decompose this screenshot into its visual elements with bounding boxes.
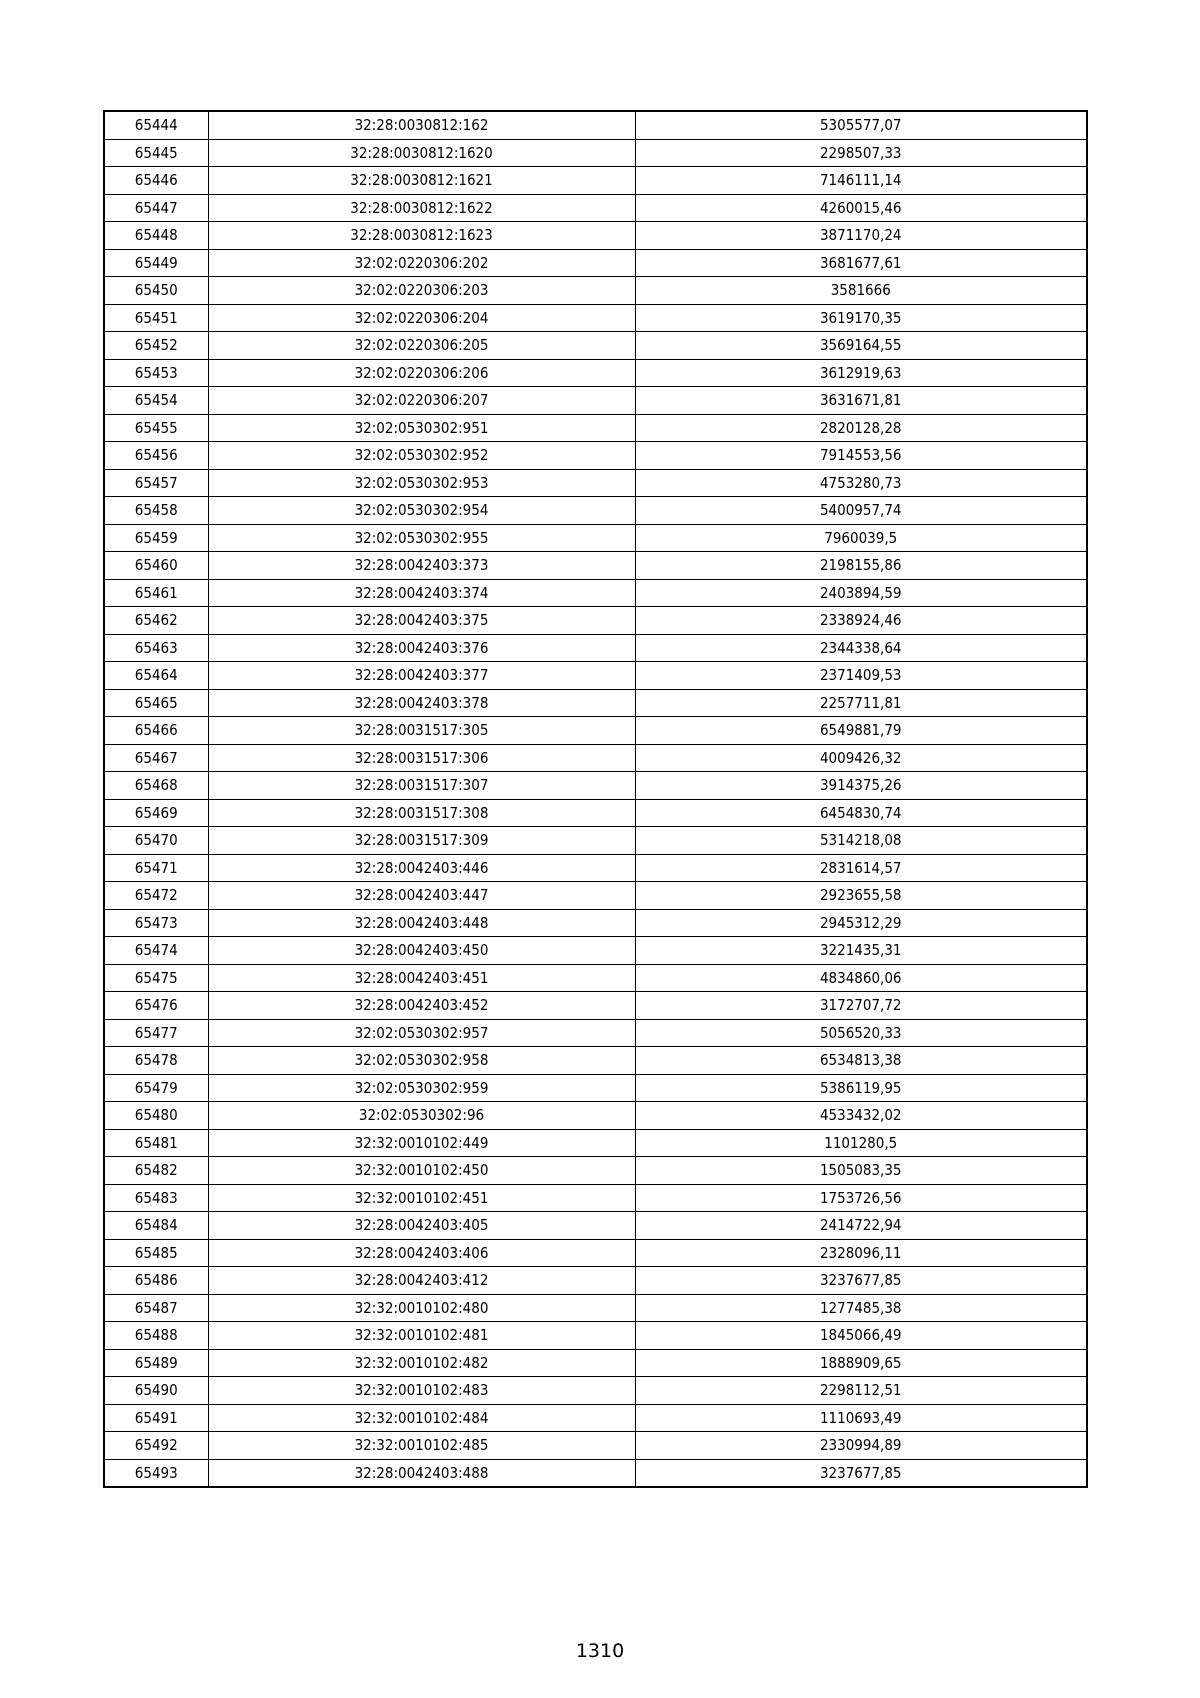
cadastral-value-cell: 2371409,53 bbox=[635, 662, 1087, 690]
row-number-cell: 65456 bbox=[104, 442, 208, 470]
cadastral-value-cell: 3612919,63 bbox=[635, 359, 1087, 387]
table-row bbox=[104, 992, 1087, 1020]
row-number-cell: 65489 bbox=[104, 1349, 208, 1377]
cadastral-number-cell: 32:28:0042403:412 bbox=[208, 1267, 635, 1295]
table-row bbox=[104, 552, 1087, 580]
cadastral-value-cell: 6534813,38 bbox=[635, 1047, 1087, 1075]
row-number-cell: 65449 bbox=[104, 249, 208, 277]
row-number-cell: 65446 bbox=[104, 167, 208, 195]
cadastral-value-cell: 2403894,59 bbox=[635, 579, 1087, 607]
cadastral-value-cell: 7960039,5 bbox=[635, 524, 1087, 552]
cadastral-value-cell: 3237677,85 bbox=[635, 1267, 1087, 1295]
cadastral-number-cell: 32:02:0530302:958 bbox=[208, 1047, 635, 1075]
cadastral-value-cell: 1888909,65 bbox=[635, 1349, 1087, 1377]
cadastral-number-cell: 32:02:0220306:202 bbox=[208, 249, 635, 277]
row-number-cell: 65486 bbox=[104, 1267, 208, 1295]
table-row bbox=[104, 111, 1087, 139]
cadastral-number-cell: 32:28:0031517:305 bbox=[208, 717, 635, 745]
cadastral-value-cell: 2945312,29 bbox=[635, 909, 1087, 937]
row-number-cell: 65482 bbox=[104, 1157, 208, 1185]
cadastral-value-cell: 2298507,33 bbox=[635, 139, 1087, 167]
cadastral-number-cell: 32:28:0031517:308 bbox=[208, 799, 635, 827]
row-number-cell: 65479 bbox=[104, 1074, 208, 1102]
row-number-cell: 65470 bbox=[104, 827, 208, 855]
cadastral-number-cell: 32:28:0042403:375 bbox=[208, 607, 635, 635]
cadastral-value-cell: 2298112,51 bbox=[635, 1377, 1087, 1405]
row-number-cell: 65466 bbox=[104, 717, 208, 745]
cadastral-number-cell: 32:28:0030812:1623 bbox=[208, 222, 635, 250]
cadastral-number-cell: 32:02:0530302:96 bbox=[208, 1102, 635, 1130]
row-number-cell: 65476 bbox=[104, 992, 208, 1020]
row-number-cell: 65485 bbox=[104, 1239, 208, 1267]
row-number-cell: 65484 bbox=[104, 1212, 208, 1240]
row-number-cell: 65458 bbox=[104, 497, 208, 525]
cadastral-number-cell: 32:02:0220306:203 bbox=[208, 277, 635, 305]
table-row bbox=[104, 139, 1087, 167]
cadastral-value-cell: 5386119,95 bbox=[635, 1074, 1087, 1102]
cadastral-number-cell: 32:32:0010102:451 bbox=[208, 1184, 635, 1212]
table-row bbox=[104, 1047, 1087, 1075]
table-row bbox=[104, 1459, 1087, 1487]
cadastral-number-cell: 32:02:0530302:953 bbox=[208, 469, 635, 497]
row-number-cell: 65478 bbox=[104, 1047, 208, 1075]
cadastral-value-cell: 6454830,74 bbox=[635, 799, 1087, 827]
cadastral-number-cell: 32:02:0530302:959 bbox=[208, 1074, 635, 1102]
row-number-cell: 65490 bbox=[104, 1377, 208, 1405]
cadastral-value-cell: 2414722,94 bbox=[635, 1212, 1087, 1240]
cadastral-number-cell: 32:28:0042403:406 bbox=[208, 1239, 635, 1267]
table-row bbox=[104, 882, 1087, 910]
table-row bbox=[104, 662, 1087, 690]
cadastral-value-cell: 5056520,33 bbox=[635, 1019, 1087, 1047]
row-number-cell: 65480 bbox=[104, 1102, 208, 1130]
row-number-cell: 65465 bbox=[104, 689, 208, 717]
table-row bbox=[104, 1432, 1087, 1460]
cadastral-value-cell: 5400957,74 bbox=[635, 497, 1087, 525]
cadastral-value-cell: 3221435,31 bbox=[635, 937, 1087, 965]
cadastral-value-cell: 4260015,46 bbox=[635, 194, 1087, 222]
cadastral-number-cell: 32:28:0042403:446 bbox=[208, 854, 635, 882]
table-row bbox=[104, 937, 1087, 965]
table-row bbox=[104, 1102, 1087, 1130]
table-row bbox=[104, 332, 1087, 360]
row-number-cell: 65474 bbox=[104, 937, 208, 965]
cadastral-number-cell: 32:02:0220306:205 bbox=[208, 332, 635, 360]
cadastral-value-cell: 2344338,64 bbox=[635, 634, 1087, 662]
cadastral-value-cell: 1845066,49 bbox=[635, 1322, 1087, 1350]
table-row bbox=[104, 1074, 1087, 1102]
table-row bbox=[104, 1019, 1087, 1047]
cadastral-value-cell: 4009426,32 bbox=[635, 744, 1087, 772]
table-row bbox=[104, 827, 1087, 855]
cadastral-number-cell: 32:28:0030812:1620 bbox=[208, 139, 635, 167]
cadastral-value-cell: 5314218,08 bbox=[635, 827, 1087, 855]
table-row bbox=[104, 634, 1087, 662]
cadastral-number-cell: 32:32:0010102:450 bbox=[208, 1157, 635, 1185]
row-number-cell: 65487 bbox=[104, 1294, 208, 1322]
cadastral-number-cell: 32:02:0220306:207 bbox=[208, 387, 635, 415]
cadastral-number-cell: 32:28:0042403:376 bbox=[208, 634, 635, 662]
row-number-cell: 65452 bbox=[104, 332, 208, 360]
cadastral-value-cell: 2328096,11 bbox=[635, 1239, 1087, 1267]
cadastral-value-cell: 2198155,86 bbox=[635, 552, 1087, 580]
cadastral-value-cell: 3619170,35 bbox=[635, 304, 1087, 332]
cadastral-number-cell: 32:28:0031517:307 bbox=[208, 772, 635, 800]
cadastral-value-cell: 4834860,06 bbox=[635, 964, 1087, 992]
table-row bbox=[104, 964, 1087, 992]
row-number-cell: 65463 bbox=[104, 634, 208, 662]
cadastral-number-cell: 32:02:0530302:951 bbox=[208, 414, 635, 442]
table-row bbox=[104, 1157, 1087, 1185]
page-number: 1310 bbox=[575, 1640, 625, 1662]
row-number-cell: 65455 bbox=[104, 414, 208, 442]
row-number-cell: 65444 bbox=[104, 111, 208, 139]
table-row bbox=[104, 1184, 1087, 1212]
cadastral-value-cell: 7146111,14 bbox=[635, 167, 1087, 195]
cadastral-value-cell: 3581666 bbox=[635, 277, 1087, 305]
table-row bbox=[104, 909, 1087, 937]
row-number-cell: 65491 bbox=[104, 1404, 208, 1432]
row-number-cell: 65473 bbox=[104, 909, 208, 937]
table-row bbox=[104, 194, 1087, 222]
table-row bbox=[104, 1377, 1087, 1405]
table-row bbox=[104, 277, 1087, 305]
row-number-cell: 65462 bbox=[104, 607, 208, 635]
cadastral-number-cell: 32:28:0031517:306 bbox=[208, 744, 635, 772]
table-row bbox=[104, 772, 1087, 800]
cadastral-number-cell: 32:28:0030812:1621 bbox=[208, 167, 635, 195]
cadastral-value-cell: 1101280,5 bbox=[635, 1129, 1087, 1157]
cadastral-value-cell: 5305577,07 bbox=[635, 111, 1087, 139]
cadastral-number-cell: 32:28:0042403:448 bbox=[208, 909, 635, 937]
table-row bbox=[104, 469, 1087, 497]
table-row bbox=[104, 524, 1087, 552]
cadastral-value-cell: 3172707,72 bbox=[635, 992, 1087, 1020]
table-row bbox=[104, 854, 1087, 882]
cadastral-number-cell: 32:32:0010102:485 bbox=[208, 1432, 635, 1460]
table-row bbox=[104, 1349, 1087, 1377]
table-row bbox=[104, 579, 1087, 607]
cadastral-number-cell: 32:28:0042403:377 bbox=[208, 662, 635, 690]
row-number-cell: 65453 bbox=[104, 359, 208, 387]
cadastral-value-table bbox=[103, 110, 1088, 1488]
row-number-cell: 65467 bbox=[104, 744, 208, 772]
cadastral-value-cell: 3681677,61 bbox=[635, 249, 1087, 277]
cadastral-value-cell: 2820128,28 bbox=[635, 414, 1087, 442]
row-number-cell: 65448 bbox=[104, 222, 208, 250]
cadastral-value-cell: 6549881,79 bbox=[635, 717, 1087, 745]
table-body bbox=[104, 111, 1087, 1487]
cadastral-number-cell: 32:32:0010102:484 bbox=[208, 1404, 635, 1432]
cadastral-value-cell: 4533432,02 bbox=[635, 1102, 1087, 1130]
table-row bbox=[104, 414, 1087, 442]
table-row bbox=[104, 799, 1087, 827]
row-number-cell: 65457 bbox=[104, 469, 208, 497]
cadastral-number-cell: 32:02:0530302:954 bbox=[208, 497, 635, 525]
cadastral-value-cell: 3914375,26 bbox=[635, 772, 1087, 800]
row-number-cell: 65475 bbox=[104, 964, 208, 992]
row-number-cell: 65493 bbox=[104, 1459, 208, 1487]
table-row bbox=[104, 1129, 1087, 1157]
table-row bbox=[104, 497, 1087, 525]
table-row bbox=[104, 717, 1087, 745]
row-number-cell: 65468 bbox=[104, 772, 208, 800]
row-number-cell: 65492 bbox=[104, 1432, 208, 1460]
table-row bbox=[104, 1239, 1087, 1267]
cadastral-number-cell: 32:28:0042403:378 bbox=[208, 689, 635, 717]
cadastral-number-cell: 32:28:0042403:374 bbox=[208, 579, 635, 607]
row-number-cell: 65471 bbox=[104, 854, 208, 882]
row-number-cell: 65447 bbox=[104, 194, 208, 222]
row-number-cell: 65469 bbox=[104, 799, 208, 827]
row-number-cell: 65450 bbox=[104, 277, 208, 305]
cadastral-value-cell: 2257711,81 bbox=[635, 689, 1087, 717]
row-number-cell: 65481 bbox=[104, 1129, 208, 1157]
cadastral-value-cell: 3237677,85 bbox=[635, 1459, 1087, 1487]
row-number-cell: 65459 bbox=[104, 524, 208, 552]
cadastral-value-cell: 3871170,24 bbox=[635, 222, 1087, 250]
cadastral-value-cell: 3569164,55 bbox=[635, 332, 1087, 360]
cadastral-number-cell: 32:28:0030812:1622 bbox=[208, 194, 635, 222]
table-row bbox=[104, 689, 1087, 717]
row-number-cell: 65472 bbox=[104, 882, 208, 910]
cadastral-number-cell: 32:28:0042403:450 bbox=[208, 937, 635, 965]
cadastral-number-cell: 32:28:0042403:488 bbox=[208, 1459, 635, 1487]
cadastral-value-cell: 2923655,58 bbox=[635, 882, 1087, 910]
cadastral-value-cell: 2330994,89 bbox=[635, 1432, 1087, 1460]
row-number-cell: 65445 bbox=[104, 139, 208, 167]
cadastral-number-cell: 32:02:0220306:204 bbox=[208, 304, 635, 332]
table-row bbox=[104, 359, 1087, 387]
row-number-cell: 65483 bbox=[104, 1184, 208, 1212]
cadastral-number-cell: 32:32:0010102:483 bbox=[208, 1377, 635, 1405]
cadastral-number-cell: 32:28:0031517:309 bbox=[208, 827, 635, 855]
cadastral-number-cell: 32:02:0220306:206 bbox=[208, 359, 635, 387]
cadastral-number-cell: 32:02:0530302:955 bbox=[208, 524, 635, 552]
table-row bbox=[104, 1322, 1087, 1350]
table-row bbox=[104, 744, 1087, 772]
cadastral-value-cell: 3631671,81 bbox=[635, 387, 1087, 415]
table-row bbox=[104, 1294, 1087, 1322]
cadastral-number-cell: 32:32:0010102:481 bbox=[208, 1322, 635, 1350]
cadastral-number-cell: 32:28:0042403:373 bbox=[208, 552, 635, 580]
table-row bbox=[104, 1267, 1087, 1295]
table-row bbox=[104, 387, 1087, 415]
cadastral-number-cell: 32:32:0010102:449 bbox=[208, 1129, 635, 1157]
cadastral-value-cell: 7914553,56 bbox=[635, 442, 1087, 470]
table-row bbox=[104, 249, 1087, 277]
cadastral-number-cell: 32:32:0010102:480 bbox=[208, 1294, 635, 1322]
row-number-cell: 65488 bbox=[104, 1322, 208, 1350]
cadastral-value-cell: 2338924,46 bbox=[635, 607, 1087, 635]
cadastral-value-cell: 1753726,56 bbox=[635, 1184, 1087, 1212]
row-number-cell: 65460 bbox=[104, 552, 208, 580]
cadastral-number-cell: 32:32:0010102:482 bbox=[208, 1349, 635, 1377]
row-number-cell: 65451 bbox=[104, 304, 208, 332]
cadastral-number-cell: 32:02:0530302:952 bbox=[208, 442, 635, 470]
row-number-cell: 65461 bbox=[104, 579, 208, 607]
cadastral-value-cell: 1505083,35 bbox=[635, 1157, 1087, 1185]
table-row bbox=[104, 304, 1087, 332]
cadastral-number-cell: 32:28:0030812:162 bbox=[208, 111, 635, 139]
table-row bbox=[104, 442, 1087, 470]
table-row bbox=[104, 607, 1087, 635]
cadastral-number-cell: 32:28:0042403:447 bbox=[208, 882, 635, 910]
table-row bbox=[104, 167, 1087, 195]
row-number-cell: 65454 bbox=[104, 387, 208, 415]
table-row bbox=[104, 1404, 1087, 1432]
cadastral-number-cell: 32:28:0042403:405 bbox=[208, 1212, 635, 1240]
cadastral-number-cell: 32:28:0042403:451 bbox=[208, 964, 635, 992]
cadastral-value-cell: 2831614,57 bbox=[635, 854, 1087, 882]
table-row bbox=[104, 1212, 1087, 1240]
cadastral-number-cell: 32:28:0042403:452 bbox=[208, 992, 635, 1020]
row-number-cell: 65477 bbox=[104, 1019, 208, 1047]
table-row bbox=[104, 222, 1087, 250]
cadastral-number-cell: 32:02:0530302:957 bbox=[208, 1019, 635, 1047]
cadastral-value-cell: 4753280,73 bbox=[635, 469, 1087, 497]
cadastral-value-cell: 1277485,38 bbox=[635, 1294, 1087, 1322]
row-number-cell: 65464 bbox=[104, 662, 208, 690]
cadastral-value-cell: 1110693,49 bbox=[635, 1404, 1087, 1432]
